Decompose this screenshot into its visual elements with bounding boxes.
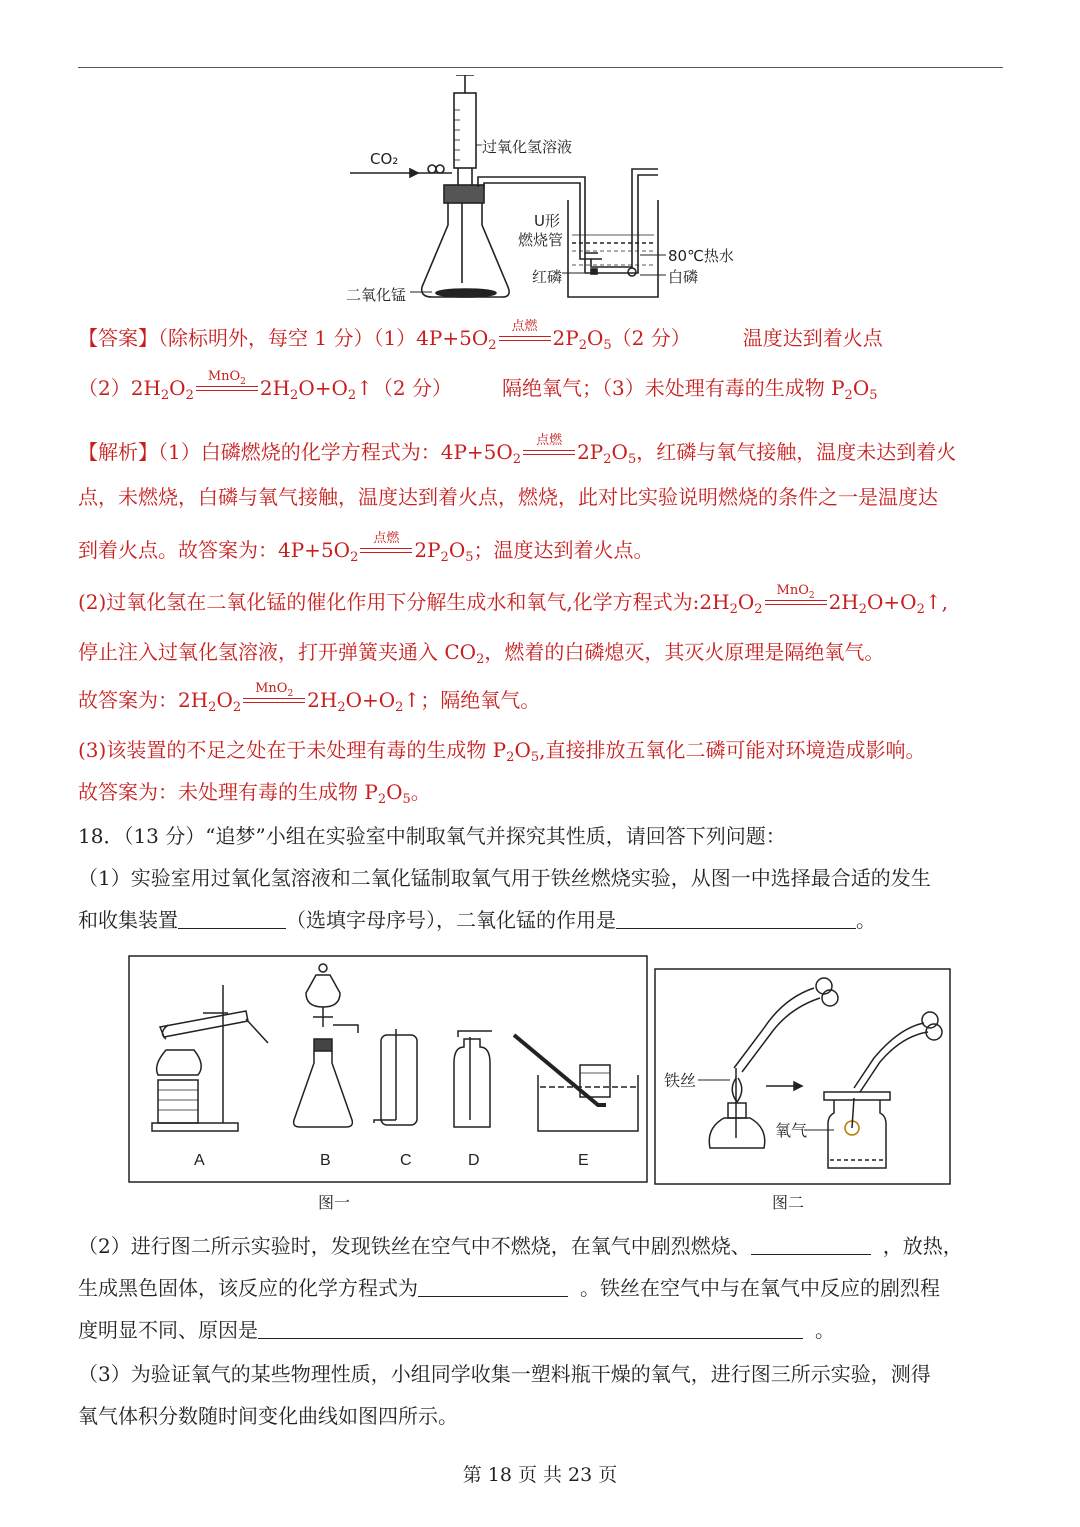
figure-1-apparatus [128, 955, 648, 1185]
question-18-part3-line1: （3）为验证氧气的某些物理性质，小组同学收集一塑料瓶干燥的氧气，进行图三所示实验，测得 [78, 1362, 931, 1386]
answer-blank-equation[interactable] [418, 1278, 568, 1297]
answer-blank-reason[interactable] [258, 1320, 803, 1339]
analysis-line-4: (2)过氧化氢在二氧化锰的催化作用下分解生成水和氧气,化学方程式为$:2H_2O_2$ MnO$_2$ $2H_2O+O_2↑$, [78, 583, 948, 617]
label-iron-wire: 铁丝 [664, 1071, 697, 1090]
fig1-letter-a: A [194, 1152, 205, 1169]
fig1-letter-c: C [400, 1152, 412, 1169]
analysis-line-1: 【解析】（1）白磷燃烧的化学方程式为：$4P+5O_2$ 点燃 $2P_2O_5$，红磷与氧气接触，温度未达到着火 [78, 433, 957, 467]
header-rule [78, 67, 1003, 68]
analysis-tag: 【解析】 [78, 440, 158, 464]
question-18-part1-line1: （1）实验室用过氧化氢溶液和二氧化锰制取氧气用于铁丝燃烧实验，从图一中选择最合适的发生 [78, 866, 931, 890]
label-hot-water: 80℃热水 [668, 247, 734, 265]
answer-blank-phenomenon[interactable] [751, 1236, 871, 1255]
label-co2: CO₂ [370, 150, 399, 168]
analysis-line-7: (3)该装置的不足之处在于未处理有毒的生成物 $P_2O_5$,直接排放五氧化二磷可能对环境造成影响。 [78, 738, 926, 765]
fig1-letter-e: E [578, 1152, 589, 1169]
question-18-part2-line3: 度明显不同、原因是 。 [78, 1318, 835, 1342]
answer-line-1: 【答案】（除标明外，每空 1 分）$(1)4P+5O_2$ 点燃 $2P_2O_5(2$ 分） 温度达到着火点 [78, 319, 883, 353]
fig1-letter-d: D [468, 1152, 480, 1169]
label-oxygen: 氧气 [775, 1121, 808, 1140]
label-red-phosphorus: 红磷 [532, 268, 563, 286]
label-white-phosphorus: 白磷 [668, 268, 699, 286]
label-combustion-tube: 燃烧管 [518, 231, 564, 249]
analysis-line-6: 故答案为：$2H_2O_2$ MnO$_2$ $2H_2O+O_2↑$；隔绝氧气。 [78, 681, 541, 715]
label-u-tube: U形 [534, 212, 560, 230]
figure-2-caption: 图二 [772, 1193, 805, 1212]
question-18-part2-line2: 生成黑色固体，该反应的化学方程式为 。铁丝在空气中与在氧气中反应的剧烈程 [78, 1276, 940, 1300]
fig1-letter-b: B [320, 1152, 331, 1169]
answer-tag: 【答案】 [78, 326, 158, 350]
answer-blank-device[interactable] [178, 910, 286, 929]
analysis-line-5: 停止注入过氧化氢溶液，打开弹簧夹通入 $CO_2$，燃着的白磷熄灭，其灭火原理是隔绝氧气。 [78, 640, 885, 667]
question-18-title: 18．（13 分）“追梦”小组在实验室中制取氧气并探究其性质，请回答下列问题： [78, 824, 786, 848]
analysis-line-8: 故答案为：未处理有毒的生成物 $P_2O_5$。 [78, 780, 431, 807]
page-footer: 第 18 页 共 23 页 [462, 1464, 618, 1486]
question-18-part2-line1: （2）进行图二所示实验时，发现铁丝在空气中不燃烧，在氧气中剧烈燃烧、 ，放热， [78, 1234, 963, 1258]
answer-blank-mno2-role[interactable] [616, 910, 856, 929]
analysis-line-2: 点，未燃烧，白磷与氧气接触，温度达到着火点，燃烧，此对比实验说明燃烧的条件之一是温度达 [78, 485, 938, 509]
figure-2-iron-wire-experiment [654, 968, 952, 1186]
answer-line-2: $(2)2H_2O_2$ MnO$_2$ $2H_2O+O_2↑(2$ 分） 隔绝氧气；（3）未处理有毒的生成物 $P_2O_5$ [78, 369, 878, 403]
analysis-line-3: 到着火点。故答案为：$4P+5O_2$ 点燃 $2P_2O_5$；温度达到着火点。 [78, 531, 654, 565]
label-mno2: 二氧化锰 [346, 286, 407, 304]
figure-1-caption: 图一 [318, 1193, 351, 1212]
label-h2o2: 过氧化氢溶液 [482, 138, 573, 156]
question-18-part1-line2: 和收集装置 （选填字母序号），二氧化锰的作用是 。 [78, 908, 876, 932]
ignite-arrow: 点燃 [499, 327, 551, 347]
catalyst-arrow: MnO$_2$ [196, 377, 258, 397]
question-18-part3-line2: 氧气体积分数随时间变化曲线如图四所示。 [78, 1404, 458, 1428]
